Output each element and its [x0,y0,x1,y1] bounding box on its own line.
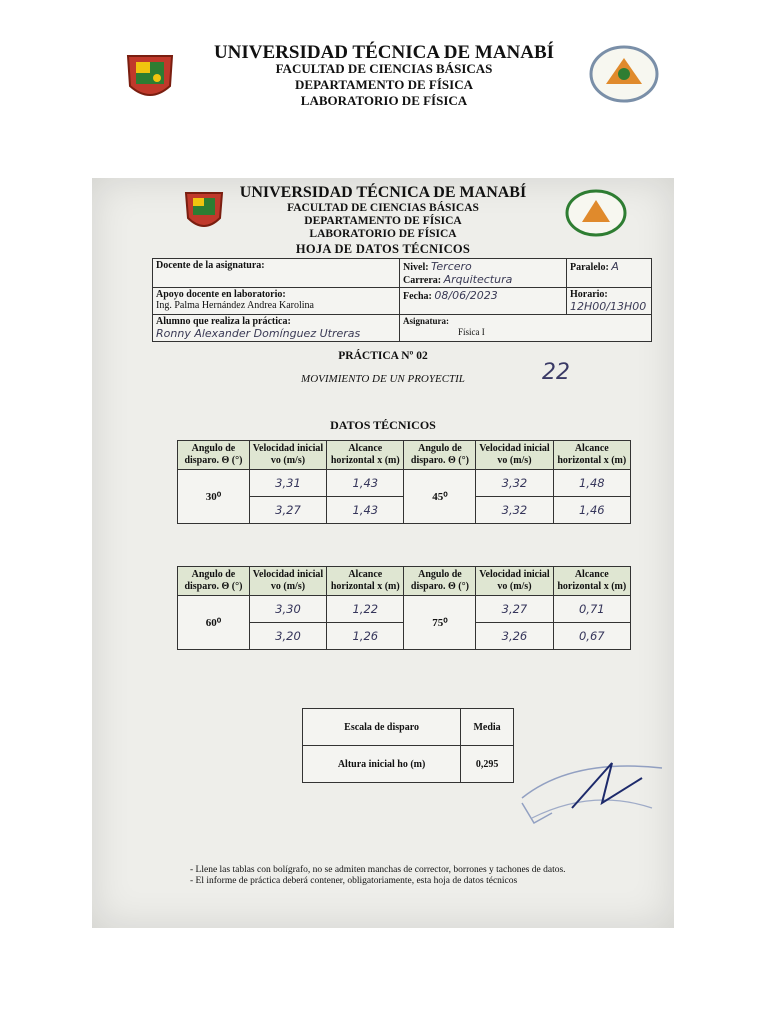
range-value: 0,71 [553,596,630,623]
sheet-university: UNIVERSIDAD TÉCNICA DE MANABÍ [239,184,527,201]
apoyo-cell [153,288,400,315]
horario-value: 12H00/13H00 [570,300,647,313]
grade-mark: 22 [542,360,570,385]
lab-name: LABORATORIO DE FÍSICA [300,93,468,108]
sheet-department: DEPARTAMENTO DE FÍSICA [304,215,462,227]
header-alcance: Alcance horizontal x (m) [553,567,630,596]
angle-cell: 30⁰ [178,470,250,524]
header-velocidad: Velocidad inicial vo (m/s) [249,567,326,596]
velocity-value: 3,31 [249,470,326,497]
escala-header: Escala de disparo [303,709,461,746]
note-line: - El informe de práctica deberá contener, obligatoriamente, esta hoja de datos técnicos [190,876,518,886]
sheet-doc-title: HOJA DE DATOS TÉCNICOS [295,242,471,256]
faculty-emblem-logo [588,44,660,104]
carrera-label: Carrera: [403,275,442,286]
velocity-value: 3,32 [476,497,553,524]
header-alcance: Alcance horizontal x (m) [327,567,404,596]
header-angulo: Angulo de disparo. Θ (°) [404,567,476,596]
practica-topic: MOVIMIENTO DE UN PROYECTIL [301,373,465,385]
faculty-name: FACULTAD DE CIENCIAS BÁSICAS [275,61,493,76]
header-velocidad: Velocidad inicial vo (m/s) [249,441,326,470]
practica-number: PRÁCTICA Nº 02 [338,350,428,362]
note-line: - Llene las tablas con bolígrafo, no se admiten manchas de corrector, borrones y tachones de datos. [190,865,566,875]
sheet-photo [92,178,674,928]
angle-cell: 75⁰ [404,596,476,650]
asignatura-cell [400,315,652,342]
header-angulo: Angulo de disparo. Θ (°) [178,441,250,470]
info-table [152,258,652,342]
alumno-value: Ronny Alexander Domínguez Utreras [156,327,361,340]
velocity-value: 3,32 [476,470,553,497]
range-value: 1,43 [327,470,404,497]
asignatura-value: Física I [458,327,485,337]
department-name: DEPARTAMENTO DE FÍSICA [295,77,473,92]
altura-label: Altura inicial ho (m) [303,746,461,783]
alumno-label: Alumno que realiza la práctica: [156,316,291,327]
sheet-emblem-logo [564,188,628,238]
angle-cell: 60⁰ [178,596,250,650]
range-value: 1,43 [327,497,404,524]
fecha-cell [400,288,567,315]
initial-height-table [302,708,514,783]
range-value: 1,26 [327,623,404,650]
horario-cell [567,288,652,315]
header-alcance: Alcance horizontal x (m) [553,441,630,470]
media-header: Media [461,709,514,746]
velocity-value: 3,27 [476,596,553,623]
fecha-value: 08/06/2023 [434,289,498,302]
range-value: 1,22 [327,596,404,623]
apoyo-label: Apoyo docente en laboratorio: [156,289,286,300]
paralelo-label: Paralelo: [570,262,609,273]
apoyo-value: Ing. Palma Hernández Andrea Karolina [156,300,314,311]
angle-cell: 45⁰ [404,470,476,524]
datos-title: DATOS TÉCNICOS [330,418,436,432]
range-value: 1,46 [553,497,630,524]
university-name: UNIVERSIDAD TÉCNICA DE MANABÍ [213,42,555,63]
docente-label: Docente de la asignatura: [153,259,400,288]
sheet-lab: LABORATORIO DE FÍSICA [309,228,457,240]
header-velocidad: Velocidad inicial vo (m/s) [476,441,553,470]
range-value: 1,48 [553,470,630,497]
header-alcance: Alcance horizontal x (m) [327,441,404,470]
nivel-carrera-cell [400,259,567,288]
header-angulo: Angulo de disparo. Θ (°) [178,567,250,596]
asignatura-label: Asignatura: [403,316,450,326]
data-table-60-75 [177,566,631,650]
velocity-value: 3,27 [249,497,326,524]
alumno-cell [153,315,400,342]
nivel-label: Nivel: [403,262,429,273]
velocity-value: 3,20 [249,623,326,650]
paralelo-cell [567,259,652,288]
range-value: 0,67 [553,623,630,650]
velocity-value: 3,30 [249,596,326,623]
altura-value: 0,295 [461,746,514,783]
carrera-value: Arquitectura [443,273,513,286]
nivel-value: Tercero [431,260,472,273]
instructions-notes [190,865,566,887]
data-table-30-45 [177,440,631,524]
header-velocidad: Velocidad inicial vo (m/s) [476,567,553,596]
velocity-value: 3,26 [476,623,553,650]
lab-stamp-signature [512,748,672,828]
horario-label: Horario: [570,289,608,300]
fecha-label: Fecha: [403,291,432,302]
paralelo-value: A [611,260,619,273]
header-angulo: Angulo de disparo. Θ (°) [404,441,476,470]
sheet-faculty: FACULTAD DE CIENCIAS BÁSICAS [287,202,479,214]
